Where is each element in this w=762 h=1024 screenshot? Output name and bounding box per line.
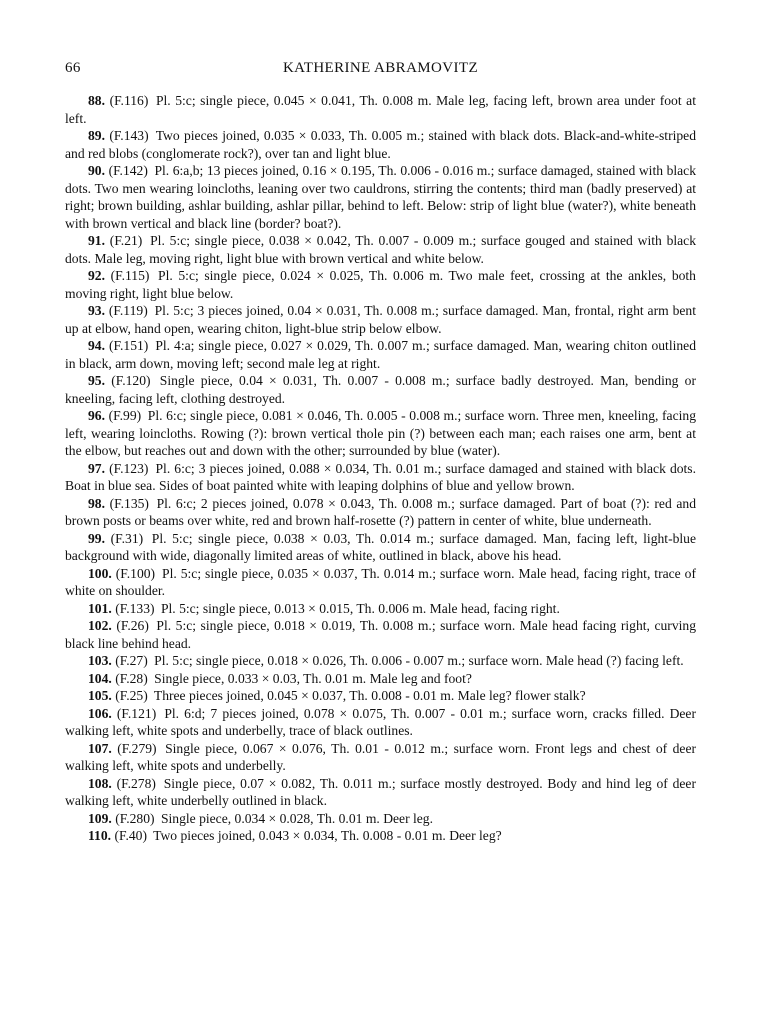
- entry-description: Pl. 5:c; single piece, 0.013 × 0.015, Th. 0.006 m. Male head, facing right.: [160, 600, 560, 616]
- entry-description: Pl. 6:c; 3 pieces joined, 0.088 × 0.034, Th. 0.01 m.; surface damaged and stained with black dots. Boat in blue sea. Sides of boat painted white with leaping dolphins of blue and yellow brown.: [65, 460, 696, 493]
- entry-number: 89.: [88, 128, 105, 143]
- entry-catalogue-ref: (F.142): [108, 163, 148, 178]
- entry-description: Single piece, 0.067 × 0.076, Th. 0.01 - 0.012 m.; surface worn. Front legs and chest of deer walking left, white spots and underbelly.: [65, 740, 697, 773]
- entry-number: 108.: [88, 775, 112, 791]
- running-title: KATHERINE ABRAMOVITZ: [282, 60, 479, 76]
- catalogue-entry: [65, 565, 696, 600]
- entry-number: 110.: [88, 828, 112, 843]
- entry-catalogue-ref: (F.143): [109, 128, 149, 143]
- catalogue-entry: [65, 617, 696, 652]
- catalogue-entry: [65, 407, 696, 460]
- catalogue-entry: [65, 810, 696, 828]
- entry-catalogue-ref: (F.21): [109, 233, 143, 248]
- catalogue-entry: [65, 827, 696, 845]
- catalogue-entry: [65, 232, 696, 267]
- catalogue-entry: [65, 740, 696, 775]
- entry-description: Pl. 5:c; single piece, 0.038 × 0.042, Th. 0.007 - 0.009 m.; surface gouged and stained with black dots. Male leg, moving right, light blue with brown vertical and white below.: [65, 233, 697, 266]
- entry-catalogue-ref: (F.280): [115, 810, 155, 826]
- entry-number: 93.: [88, 303, 105, 318]
- catalogue-entry: [65, 600, 696, 618]
- entry-catalogue-ref: (F.133): [115, 600, 155, 616]
- catalogue-entry: [65, 302, 696, 337]
- entry-description: Two pieces joined, 0.043 × 0.034, Th. 0.008 - 0.01 m. Deer leg?: [153, 828, 502, 843]
- catalogue-entry: [65, 775, 696, 810]
- catalogue-entry: [65, 127, 696, 162]
- entry-catalogue-ref: (F.31): [110, 530, 144, 546]
- entry-description: Pl. 5:c; single piece, 0.035 × 0.037, Th. 0.014 m.; surface worn. Male head, facing right, trace of white on shoulder.: [65, 565, 696, 598]
- entry-catalogue-ref: (F.100): [115, 565, 156, 581]
- entry-number: 98.: [88, 495, 105, 511]
- catalogue-entry: [65, 530, 696, 565]
- entry-number: 96.: [88, 408, 105, 423]
- entry-catalogue-ref: (F.151): [109, 338, 149, 353]
- entry-description: Two pieces joined, 0.035 × 0.033, Th. 0.005 m.; stained with black dots. Black-and-white-striped and red blobs (conglomerate rock?), over tan and light blue.: [65, 128, 696, 161]
- entry-description: Single piece, 0.07 × 0.082, Th. 0.011 m.; surface mostly destroyed. Body and hind leg of deer walking left, white underbelly outlined in black.: [65, 775, 696, 808]
- entry-catalogue-ref: (F.99): [108, 408, 142, 423]
- entry-description: Pl. 5:c; single piece, 0.018 × 0.026, Th. 0.006 - 0.007 m.; surface worn. Male head (?) facing left.: [154, 653, 684, 668]
- entry-catalogue-ref: (F.123): [109, 460, 149, 476]
- entry-number: 95.: [88, 373, 105, 388]
- entry-number: 106.: [88, 705, 112, 721]
- entry-catalogue-ref: (F.28): [115, 670, 148, 686]
- entry-catalogue-ref: (F.121): [116, 705, 157, 721]
- entry-description: Pl. 6:d; 7 pieces joined, 0.078 × 0.075, Th. 0.007 - 0.01 m.; surface worn, cracks filled. Deer walking left, white spots and underbelly, trace of black outlines.: [65, 705, 696, 738]
- entry-description: Pl. 5:c; single piece, 0.038 × 0.03, Th. 0.014 m.; surface damaged. Man, facing left, light-blue background with wide, diagonally limited areas of white, outlined in black, above his head.: [65, 530, 696, 563]
- catalogue-entry: [65, 92, 696, 127]
- catalogue-entry: [65, 267, 696, 302]
- entry-catalogue-ref: (F.279): [117, 740, 157, 756]
- entry-description: Three pieces joined, 0.045 × 0.037, Th. 0.008 - 0.01 m. Male leg? flower stalk?: [153, 688, 586, 703]
- entry-description: Pl. 6:c; single piece, 0.081 × 0.046, Th. 0.005 - 0.008 m.; surface worn. Three men, kneeling, facing left, wearing loincloths. Rowing (?): brown vertical thole pin (?) between each man; each raises one arm, bent at the elbow, but reaches out and down with the other; surrounded by blue (water).: [65, 408, 696, 458]
- entry-catalogue-ref: (F.40): [114, 828, 147, 843]
- entry-catalogue-ref: (F.120): [111, 373, 151, 388]
- entry-catalogue-ref: (F.116): [109, 93, 149, 108]
- entry-number: 91.: [88, 233, 105, 248]
- entry-description: Single piece, 0.04 × 0.031, Th. 0.007 - 0.008 m.; surface badly destroyed. Man, bending or kneeling, facing left, clothing destroyed.: [65, 373, 696, 406]
- running-header: [65, 60, 696, 82]
- entry-catalogue-ref: (F.115): [110, 268, 150, 283]
- entry-catalogue-ref: (F.25): [115, 688, 148, 703]
- entry-number: 102.: [88, 618, 112, 633]
- entry-description: Single piece, 0.034 × 0.028, Th. 0.01 m. Deer leg.: [160, 810, 434, 826]
- catalogue-entry: [65, 705, 696, 740]
- catalogue-entry: [65, 495, 696, 530]
- entry-catalogue-ref: (F.278): [116, 775, 156, 791]
- entry-description: Pl. 5:c; single piece, 0.045 × 0.041, Th. 0.008 m. Male leg, facing left, brown area under foot at left.: [65, 93, 696, 126]
- entry-number: 88.: [88, 93, 105, 108]
- entry-catalogue-ref: (F.119): [108, 303, 148, 318]
- entry-description: Pl. 6:a,b; 13 pieces joined, 0.16 × 0.195, Th. 0.006 - 0.016 m.; surface damaged, stained with black dots. Two men wearing loincloths, leaning over two cauldrons, stirring the contents; third man (badly preserved) at right; brown building, ashlar building, ashlar pillar, behind to left. Below: strip of light blue (water?), white beneath with brown vertical and black line (border? boat?).: [65, 163, 697, 231]
- page-number: 66: [65, 60, 81, 76]
- catalogue-entry: [65, 687, 696, 705]
- entry-description: Single piece, 0.033 × 0.03, Th. 0.01 m. Male leg and foot?: [154, 670, 472, 686]
- entry-number: 94.: [88, 338, 105, 353]
- catalogue-entry: [65, 372, 696, 407]
- catalogue-entry: [65, 162, 696, 232]
- catalogue-entry: [65, 337, 696, 372]
- entry-number: 107.: [88, 740, 112, 756]
- catalogue-entry: [65, 460, 696, 495]
- catalogue-entry: [65, 652, 696, 670]
- catalogue-entry: [65, 670, 696, 688]
- entry-catalogue-ref: (F.27): [115, 653, 148, 668]
- entry-number: 104.: [88, 670, 112, 686]
- entry-catalogue-ref: (F.26): [116, 618, 149, 633]
- entry-number: 109.: [88, 810, 112, 826]
- entry-description: Pl. 6:c; 2 pieces joined, 0.078 × 0.043, Th. 0.008 m.; surface damaged. Part of boat (?): red and brown posts or beams over white, red and brown half-rosette (?) pattern in center of white, blue underneath.: [65, 495, 696, 528]
- entry-number: 92.: [88, 268, 105, 283]
- entry-number: 105.: [88, 688, 112, 703]
- entry-number: 103.: [88, 653, 112, 668]
- entry-number: 101.: [88, 600, 112, 616]
- entry-number: 97.: [88, 460, 105, 476]
- entry-number: 99.: [88, 530, 105, 546]
- entry-description: Pl. 4:a; single piece, 0.027 × 0.029, Th. 0.007 m.; surface damaged. Man, wearing chiton outlined in black, arm down, moving left; second male leg at right.: [65, 338, 697, 371]
- entry-description: Pl. 5:c; 3 pieces joined, 0.04 × 0.031, Th. 0.008 m.; surface damaged. Man, frontal, right arm bent up at elbow, hand open, wearing chiton, light-blue strip below elbow.: [65, 303, 696, 336]
- entry-description: Pl. 5:c; single piece, 0.024 × 0.025, Th. 0.006 m. Two male feet, crossing at the ankles, both moving right, light blue below.: [65, 268, 696, 301]
- entry-number: 90.: [88, 163, 105, 178]
- catalogue-entries: [65, 92, 696, 845]
- entry-catalogue-ref: (F.135): [109, 495, 149, 511]
- entry-number: 100.: [88, 565, 112, 581]
- entry-description: Pl. 5:c; single piece, 0.018 × 0.019, Th. 0.008 m.; surface worn. Male head facing right, curving black line behind head.: [65, 618, 696, 651]
